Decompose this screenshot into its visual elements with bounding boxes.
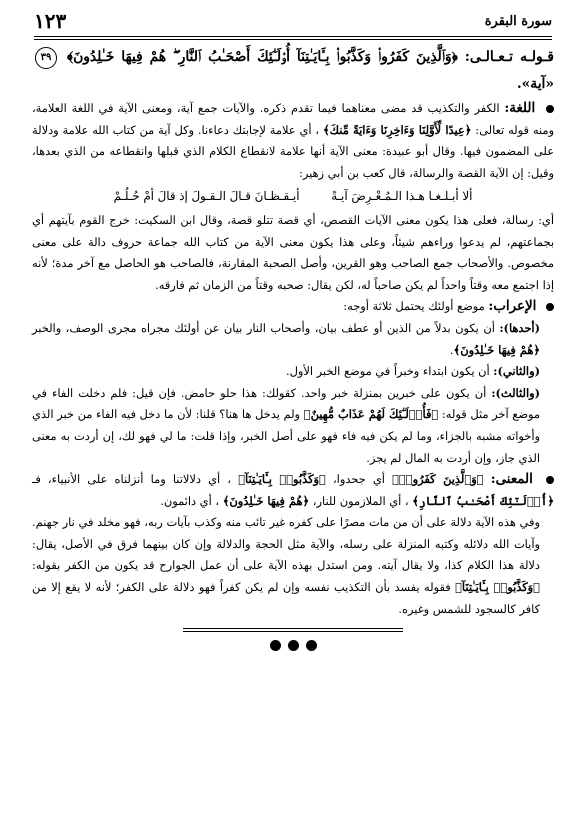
- irab-first-text: أن يكون بدلاً من الذين أو عطف بيان، وأصحاب النار بيان عن أولئك مجراه مجرى الوصف، والخبر: [32, 320, 495, 335]
- verse-number: ٣٩: [35, 47, 57, 69]
- poem-hemistich-right: ألا أبـلـغـا هـذا الـمُـعْـرِضَ آيـةً: [331, 189, 473, 204]
- header-rule: [34, 36, 552, 37]
- lugha-text-1b: ، أي علامة لإجابتك دعاءنا. وكل آية من كتاب الله علامة ودلالة على المضمون فيها. وقال أبو عبيدة: معنى الآية أنها علامة لانقطاع الكلام الذي قبلها وانقطاعه من الذي بعدها، وقيل: إن الآية القصة والرسالة، قال كعب بن أبي زهير:: [32, 122, 554, 180]
- meaning-title: المعنى:: [490, 471, 533, 488]
- quran-quote: ﴿فَأُو۟لَـٰٓئِكَ لَهُمْ عَذَابٌ مُّهِينٌ﴾: [303, 407, 439, 422]
- quran-quote: ﴿وَكَذَّبُوا۟ بِـَٔايَـٰتِنَآ﴾: [238, 472, 326, 487]
- irab-first: (أحدها): أن يكون بدلاً من الذين أو عطف بيان، وأصحاب النار بيان عن أولئك مجراه مجرى الوصف، والخبر ﴿هُمْ فِيهَا خَـٰلِدُونَ﴾.: [32, 320, 540, 357]
- lugha-paragraph: [32, 98, 554, 184]
- quran-quote: ﴿هُمْ فِيهَا خَـٰلِدُونَ﴾: [453, 342, 540, 357]
- poem-hemistich-left: أيـقـظـانَ قـالَ الـقـولَ إذ قالَ أمْ حُـلُـمْ: [113, 189, 300, 204]
- meaning-paragraph-2: [32, 512, 554, 620]
- irab-second: [32, 361, 554, 383]
- meaning-text-2a: وفي هذه الآية دلالة على أن من مات مصرًا على كفره غير تائب منه وكذب بآيات ربه، فهو مخلد في نار جهنم. وآيات الله دلائله وكتبه المنزلة على رسله، والآية مثل الحجة والدلالة وإن كان بينهما فرق في الأصل، يقال: دلالة هذا الكلام كذا، ولا يقال آيته. ومن استدل بهذه الآية على أن عمل الجوارح قد يكون من الكفر بقوله:: [32, 515, 540, 573]
- irab-intro: [32, 296, 554, 318]
- ayah-label: «آية».: [516, 76, 554, 92]
- quran-quote: ﴿أُو۟لَـٰٓئِكَ أَصْحَـٰبُ ٱلنَّارِ﴾: [412, 493, 554, 508]
- surah-title: سورة البقرة: [484, 13, 552, 29]
- meaning-text-4: ، أي دائمون.: [160, 493, 220, 508]
- irab-third-text-1: أن يكون على خبرين بمنزلة خبر واحد. كقولك: هذا حلو حامض. فإن قيل: فلم دخلت الفاء في موضع آخر مثل قوله:: [32, 385, 541, 422]
- bullet-icon: [546, 303, 554, 311]
- irab-third-label: (والثالث):: [491, 385, 540, 400]
- meaning-text-1: أي جحدوا،: [332, 472, 385, 487]
- quran-quote: ﴿هُمْ فِيهَا خَـٰلِدُونَ﴾: [222, 493, 310, 508]
- irab-third: [32, 383, 554, 469]
- page-header: [34, 8, 552, 34]
- irab-first-label: (أحدها):: [499, 320, 540, 335]
- quran-quote: ﴿عِيدًا لِّأَوَّلِنَا وَءَاخِرِنَا وَءَايَةً مِّنكَ﴾: [322, 122, 472, 137]
- page-number: ١٢٣: [34, 9, 67, 33]
- footer-rule-thin: [183, 631, 403, 632]
- lugha-title: اللغة:: [504, 100, 536, 116]
- quran-quote: ﴿وَكَذَّبُوا۟ بِـَٔايَـٰتِنَآ﴾: [455, 580, 540, 595]
- bullet-icon: [546, 105, 554, 113]
- section-end-ornament: [32, 640, 554, 651]
- dot-icon: [306, 640, 317, 651]
- irab-second-text: أن يكون ابتداء وخبراً في موضع الخبر الأول.: [285, 364, 490, 379]
- lugha-paragraph-2: أي: رسالة، فعلى هذا يكون معنى الآيات القصص، أي قصة تتلو قصة، وقال ابن السكيت: خرج القوم بآيتهم أي بجماعتهم، لم يدعوا وراءهم شيئاً، وعلى هذا يكون معنى الآية من كتاب الله جماعة حروف دالة على معنى مخصوص. والأصحاب جمع الصاحب وهو القرين، وأصل الصحبة المقارنة، فالصاحب هو الحاصل مع آخر مدة؛ لأنه إذا اجتمع معه وقتاً واحداً لم يكن صاحباً له، لكن يقال: صحبه وقتاً من الزمان ثم فارقه.: [32, 212, 554, 292]
- page-body: [32, 44, 554, 651]
- meaning-paragraph: [32, 469, 554, 512]
- verse-heading: قـولـه تـعـالـى:: [464, 49, 554, 65]
- irab-title: الإعراب:: [488, 298, 537, 315]
- poem-line: [32, 184, 554, 210]
- irab-third-text-2: ولم يدخل ها هنا؟ قلنا: لأن ما دخل فيه الفاء من خبر الذي وأخواته مشبه بالجزاء، وما لم يكن فيه فاء فهو على أصل الخبر، وإذا قلت: ما لي فهو لك، إن أردت به معنى الذي جاز، وإن أردت به المال لم يجز.: [32, 407, 540, 465]
- meaning-text-3: ، أي الملازمون للنار،: [312, 493, 409, 508]
- lugha-text-1a: الكفر والتكذيب قد مضى معناهما فيما تقدم ذكره. والآيات جمع آية، ومعنى الآية في اللغة العلامة، ومنه قوله تعالى:: [32, 101, 555, 137]
- verse-block: [32, 44, 554, 98]
- meaning-text-2: ، أي دلالاتنا وما أنزلناه على الأنبياء، فـ: [32, 472, 232, 487]
- footer-rule: [183, 628, 403, 629]
- bullet-icon: [546, 476, 554, 484]
- irab-intro-text: موضع أولئك يحتمل ثلاثة أوجه:: [343, 299, 485, 314]
- header-rule-thin: [34, 39, 552, 40]
- verse-text: ﴿وَٱلَّذِينَ كَفَرُوا۟ وَكَذَّبُوا۟ بِـَٔايَـٰتِنَآ أُو۟لَـٰٓئِكَ أَصْحَـٰبُ ٱلنَّارِ ۖ هُمْ فِيهَا خَـٰلِدُونَ﴾: [67, 49, 458, 65]
- meaning-text-2b: فقوله يفسد بأن التكذيب نفسه وإن لم يكن كفراً فهو دلالة على الكفر؛ لأنه لا يقع إلا من كافر كالسجود للشمس وغيره.: [32, 580, 540, 616]
- quran-quote: ﴿وَٱلَّذِينَ كَفَرُوا۟﴾: [392, 472, 484, 487]
- dot-icon: [270, 640, 281, 651]
- irab-second-label: (والثاني):: [493, 364, 540, 379]
- dot-icon: [288, 640, 299, 651]
